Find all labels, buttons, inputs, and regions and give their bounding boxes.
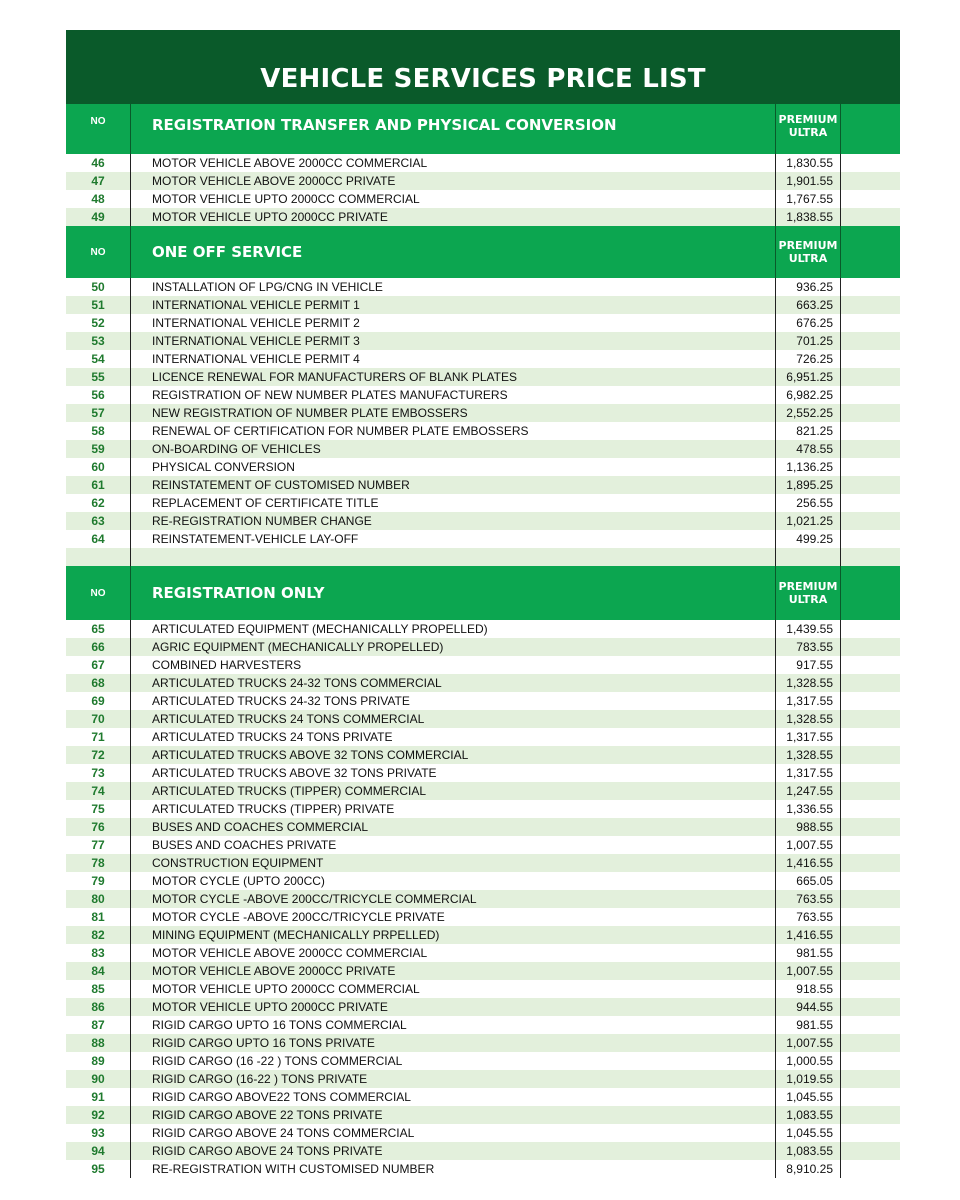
blank-cell [841,710,900,728]
service-description: RIGID CARGO ABOVE 22 TONS PRIVATE [131,1106,776,1124]
blank-cell [841,638,900,656]
row-number: 89 [66,1052,131,1070]
price-label-line1: PREMIUM [778,113,838,126]
blank-cell [841,440,900,458]
row-number: 90 [66,1070,131,1088]
row-number: 60 [66,458,131,476]
row-number: 78 [66,854,131,872]
price-value: 1,007.55 [776,962,841,980]
service-description: ARTICULATED TRUCKS 24 TONS PRIVATE [131,728,776,746]
service-description: COMBINED HARVESTERS [131,656,776,674]
table-row [66,1106,900,1124]
table-row [66,818,900,836]
price-value: 1,317.55 [776,728,841,746]
blank-cell [841,1142,900,1160]
table-row [66,890,900,908]
row-number: 88 [66,1034,131,1052]
blank-cell [841,746,900,764]
price-value: 1,336.55 [776,800,841,818]
row-number: 47 [66,172,131,190]
row-number: 95 [66,1160,131,1178]
row-number: 54 [66,350,131,368]
table-row [66,1088,900,1106]
blank-cell [841,422,900,440]
blank-cell [841,674,900,692]
table-row [66,208,900,226]
price-value: 256.55 [776,494,841,512]
price-value: 1,317.55 [776,692,841,710]
blank-cell [841,764,900,782]
service-description: ARTICULATED TRUCKS 24 TONS COMMERCIAL [131,710,776,728]
row-number: 85 [66,980,131,998]
blank-cell [841,800,900,818]
blank-cell [841,980,900,998]
price-value: 944.55 [776,998,841,1016]
table-row [66,926,900,944]
table-row [66,1070,900,1088]
row-number: 66 [66,638,131,656]
table-row [66,1160,900,1178]
table-row [66,172,900,190]
service-description: MINING EQUIPMENT (MECHANICALLY PRPELLED) [131,926,776,944]
row-number: 67 [66,656,131,674]
blank-cell [841,836,900,854]
price-value: 821.25 [776,422,841,440]
section-header-registration-only [66,566,900,620]
blank-cell [841,350,900,368]
table-row [66,494,900,512]
table-row [66,476,900,494]
blank-cell [841,1016,900,1034]
service-description: AGRIC EQUIPMENT (MECHANICALLY PROPELLED) [131,638,776,656]
service-description: RIGID CARGO ABOVE 24 TONS PRIVATE [131,1142,776,1160]
service-description: REINSTATEMENT-VEHICLE LAY-OFF [131,530,776,548]
table-row [66,944,900,962]
table-row [66,190,900,208]
blank-column-header [841,226,900,278]
table-row [66,530,900,548]
row-number: 70 [66,710,131,728]
service-description: ARTICULATED TRUCKS 24-32 TONS COMMERCIAL [131,674,776,692]
row-number: 94 [66,1142,131,1160]
column-header-premium-ultra [776,104,841,154]
blank-cell [841,332,900,350]
service-description: PHYSICAL CONVERSION [131,458,776,476]
section-rows [66,620,900,1178]
blank-cell [841,208,900,226]
service-description: NEW REGISTRATION OF NUMBER PLATE EMBOSSERS [131,404,776,422]
price-value: 665.05 [776,872,841,890]
blank-cell [841,872,900,890]
blank-cell [841,1124,900,1142]
table-row [66,154,900,172]
row-number: 51 [66,296,131,314]
column-header-premium-ultra [776,566,841,620]
blank-cell [841,458,900,476]
service-description: ARTICULATED EQUIPMENT (MECHANICALLY PROPELLED) [131,620,776,638]
price-value: 1,000.55 [776,1052,841,1070]
service-description: ON-BOARDING OF VEHICLES [131,440,776,458]
price-value: 918.55 [776,980,841,998]
price-value: 1,083.55 [776,1106,841,1124]
blank-cell [841,1052,900,1070]
price-value: 1,895.25 [776,476,841,494]
row-number: 82 [66,926,131,944]
blank-cell [841,1070,900,1088]
title-bar [66,30,900,104]
service-description: RIGID CARGO UPTO 16 TONS COMMERCIAL [131,1016,776,1034]
service-description: INTERNATIONAL VEHICLE PERMIT 3 [131,332,776,350]
table-row [66,1034,900,1052]
service-description: LICENCE RENEWAL FOR MANUFACTURERS OF BLANK PLATES [131,368,776,386]
price-value: 478.55 [776,440,841,458]
section-header-one-off-service [66,226,900,278]
row-number: 93 [66,1124,131,1142]
table-row [66,962,900,980]
price-value: 988.55 [776,818,841,836]
service-description: REGISTRATION OF NEW NUMBER PLATES MANUFACTURERS [131,386,776,404]
row-number: 65 [66,620,131,638]
service-description: INTERNATIONAL VEHICLE PERMIT 1 [131,296,776,314]
service-description: ARTICULATED TRUCKS ABOVE 32 TONS COMMERCIAL [131,746,776,764]
section-title: REGISTRATION TRANSFER AND PHYSICAL CONVERSION [131,104,776,154]
blank-cell [841,782,900,800]
row-number: 81 [66,908,131,926]
blank-column-header [841,104,900,154]
price-value: 1,416.55 [776,926,841,944]
service-description: MOTOR VEHICLE ABOVE 2000CC PRIVATE [131,172,776,190]
row-number: 62 [66,494,131,512]
row-number: 61 [66,476,131,494]
blank-column-header [841,566,900,620]
table-row [66,872,900,890]
service-description: MOTOR VEHICLE UPTO 2000CC PRIVATE [131,208,776,226]
price-value: 1,901.55 [776,172,841,190]
price-value: 917.55 [776,656,841,674]
service-description: REINSTATEMENT OF CUSTOMISED NUMBER [131,476,776,494]
blank-cell [841,494,900,512]
service-description: INTERNATIONAL VEHICLE PERMIT 2 [131,314,776,332]
service-description: INSTALLATION OF LPG/CNG IN VEHICLE [131,278,776,296]
spacer-row [66,548,900,566]
table-row [66,782,900,800]
price-value: 1,328.55 [776,674,841,692]
blank-cell [841,278,900,296]
column-header-no: NO [66,104,131,154]
blank-cell [841,854,900,872]
row-number: 59 [66,440,131,458]
table-row [66,296,900,314]
price-value: 1,416.55 [776,854,841,872]
row-number: 55 [66,368,131,386]
row-number: 87 [66,1016,131,1034]
service-description: ARTICULATED TRUCKS (TIPPER) COMMERCIAL [131,782,776,800]
row-number: 79 [66,872,131,890]
table-row [66,620,900,638]
price-value: 763.55 [776,890,841,908]
table-row [66,386,900,404]
service-description: MOTOR CYCLE -ABOVE 200CC/TRICYCLE COMMERCIAL [131,890,776,908]
row-number: 80 [66,890,131,908]
row-number: 75 [66,800,131,818]
table-row [66,710,900,728]
price-value: 701.25 [776,332,841,350]
section-title: REGISTRATION ONLY [131,566,776,620]
blank-cell [841,404,900,422]
price-value: 1,007.55 [776,836,841,854]
row-number: 72 [66,746,131,764]
row-number: 53 [66,332,131,350]
blank-cell [841,296,900,314]
row-number: 71 [66,728,131,746]
blank-cell [841,944,900,962]
price-value: 1,767.55 [776,190,841,208]
service-description: RE-REGISTRATION WITH CUSTOMISED NUMBER [131,1160,776,1178]
service-description: MOTOR VEHICLE ABOVE 2000CC COMMERCIAL [131,944,776,962]
service-description: BUSES AND COACHES PRIVATE [131,836,776,854]
price-value: 726.25 [776,350,841,368]
table-row [66,458,900,476]
service-description: MOTOR VEHICLE ABOVE 2000CC COMMERCIAL [131,154,776,172]
row-number: 52 [66,314,131,332]
table-row [66,350,900,368]
price-value: 783.55 [776,638,841,656]
price-value: 6,951.25 [776,368,841,386]
table-row [66,368,900,386]
price-label-line1: PREMIUM [778,580,838,593]
table-row [66,512,900,530]
section-rows [66,278,900,548]
price-list-sheet [66,30,900,1178]
table-row [66,656,900,674]
row-number: 58 [66,422,131,440]
price-value: 663.25 [776,296,841,314]
blank-cell [841,154,900,172]
blank-cell [841,172,900,190]
column-header-premium-ultra [776,226,841,278]
table-row [66,998,900,1016]
table-row [66,980,900,998]
service-description: MOTOR VEHICLE UPTO 2000CC PRIVATE [131,998,776,1016]
column-header-no: NO [66,566,131,620]
row-number: 64 [66,530,131,548]
price-label-line2: ULTRA [788,252,828,265]
service-description: MOTOR VEHICLE ABOVE 2000CC PRIVATE [131,962,776,980]
price-value: 1,328.55 [776,746,841,764]
section-title: ONE OFF SERVICE [131,226,776,278]
table-row [66,638,900,656]
row-number: 77 [66,836,131,854]
table-row [66,332,900,350]
blank-cell [841,890,900,908]
row-number: 84 [66,962,131,980]
service-description: RIGID CARGO ABOVE 24 TONS COMMERCIAL [131,1124,776,1142]
price-value: 6,982.25 [776,386,841,404]
row-number: 63 [66,512,131,530]
price-value: 1,045.55 [776,1088,841,1106]
row-number: 56 [66,386,131,404]
row-number: 50 [66,278,131,296]
table-row [66,692,900,710]
price-value: 1,439.55 [776,620,841,638]
blank-cell [841,656,900,674]
row-number: 91 [66,1088,131,1106]
blank-cell [841,908,900,926]
service-description: MOTOR CYCLE (UPTO 200CC) [131,872,776,890]
blank-cell [841,1034,900,1052]
row-number: 83 [66,944,131,962]
row-number: 48 [66,190,131,208]
price-value: 8,910.25 [776,1160,841,1178]
price-value: 1,247.55 [776,782,841,800]
table-row [66,908,900,926]
blank-cell [841,998,900,1016]
table-row [66,278,900,296]
service-description: MOTOR VEHICLE UPTO 2000CC COMMERCIAL [131,980,776,998]
table-row [66,674,900,692]
price-value: 1,830.55 [776,154,841,172]
service-description: RIGID CARGO (16 -22 ) TONS COMMERCIAL [131,1052,776,1070]
blank-cell [841,190,900,208]
table-row [66,1016,900,1034]
table-row [66,314,900,332]
blank-cell [841,476,900,494]
blank-cell [841,1160,900,1178]
price-value: 676.25 [776,314,841,332]
service-description: RIGID CARGO UPTO 16 TONS PRIVATE [131,1034,776,1052]
table-row [66,440,900,458]
price-value: 1,317.55 [776,764,841,782]
row-number: 74 [66,782,131,800]
blank-cell [841,926,900,944]
row-number: 46 [66,154,131,172]
price-value: 1,838.55 [776,208,841,226]
price-value: 936.25 [776,278,841,296]
table-row [66,836,900,854]
price-value: 1,136.25 [776,458,841,476]
table-row [66,404,900,422]
table-row [66,728,900,746]
blank-cell [841,728,900,746]
blank-cell [841,818,900,836]
blank-cell [841,692,900,710]
price-value: 2,552.25 [776,404,841,422]
price-value: 499.25 [776,530,841,548]
blank-cell [841,314,900,332]
service-description: ARTICULATED TRUCKS ABOVE 32 TONS PRIVATE [131,764,776,782]
table-row [66,1142,900,1160]
table-row [66,854,900,872]
row-number: 86 [66,998,131,1016]
row-number: 76 [66,818,131,836]
price-value: 1,021.25 [776,512,841,530]
table-row [66,746,900,764]
blank-cell [841,368,900,386]
service-description: RIGID CARGO ABOVE22 TONS COMMERCIAL [131,1088,776,1106]
service-description: CONSTRUCTION EQUIPMENT [131,854,776,872]
price-value: 763.55 [776,908,841,926]
price-value: 981.55 [776,1016,841,1034]
section-rows [66,154,900,226]
column-header-no: NO [66,226,131,278]
table-row [66,1124,900,1142]
price-value: 1,019.55 [776,1070,841,1088]
price-label-line1: PREMIUM [778,239,838,252]
blank-cell [841,512,900,530]
row-number: 69 [66,692,131,710]
row-number: 57 [66,404,131,422]
service-description: BUSES AND COACHES COMMERCIAL [131,818,776,836]
table-row [66,800,900,818]
blank-cell [841,530,900,548]
table-row [66,1052,900,1070]
price-label-line2: ULTRA [788,593,828,606]
service-description: MOTOR VEHICLE UPTO 2000CC COMMERCIAL [131,190,776,208]
service-description: ARTICULATED TRUCKS (TIPPER) PRIVATE [131,800,776,818]
price-value: 981.55 [776,944,841,962]
service-description: INTERNATIONAL VEHICLE PERMIT 4 [131,350,776,368]
page-title: VEHICLE SERVICES PRICE LIST [260,64,706,94]
service-description: RENEWAL OF CERTIFICATION FOR NUMBER PLATE EMBOSSERS [131,422,776,440]
price-value: 1,328.55 [776,710,841,728]
blank-cell [841,386,900,404]
row-number: 49 [66,208,131,226]
blank-cell [841,1106,900,1124]
price-value: 1,083.55 [776,1142,841,1160]
row-number: 92 [66,1106,131,1124]
service-description: ARTICULATED TRUCKS 24-32 TONS PRIVATE [131,692,776,710]
table-row [66,764,900,782]
service-description: MOTOR CYCLE -ABOVE 200CC/TRICYCLE PRIVATE [131,908,776,926]
section-header-registration-transfer [66,104,900,154]
price-value: 1,007.55 [776,1034,841,1052]
blank-cell [841,962,900,980]
service-description: REPLACEMENT OF CERTIFICATE TITLE [131,494,776,512]
service-description: RIGID CARGO (16-22 ) TONS PRIVATE [131,1070,776,1088]
row-number: 73 [66,764,131,782]
price-label-line2: ULTRA [788,126,828,139]
price-value: 1,045.55 [776,1124,841,1142]
table-row [66,422,900,440]
row-number: 68 [66,674,131,692]
service-description: RE-REGISTRATION NUMBER CHANGE [131,512,776,530]
blank-cell [841,620,900,638]
blank-cell [841,1088,900,1106]
